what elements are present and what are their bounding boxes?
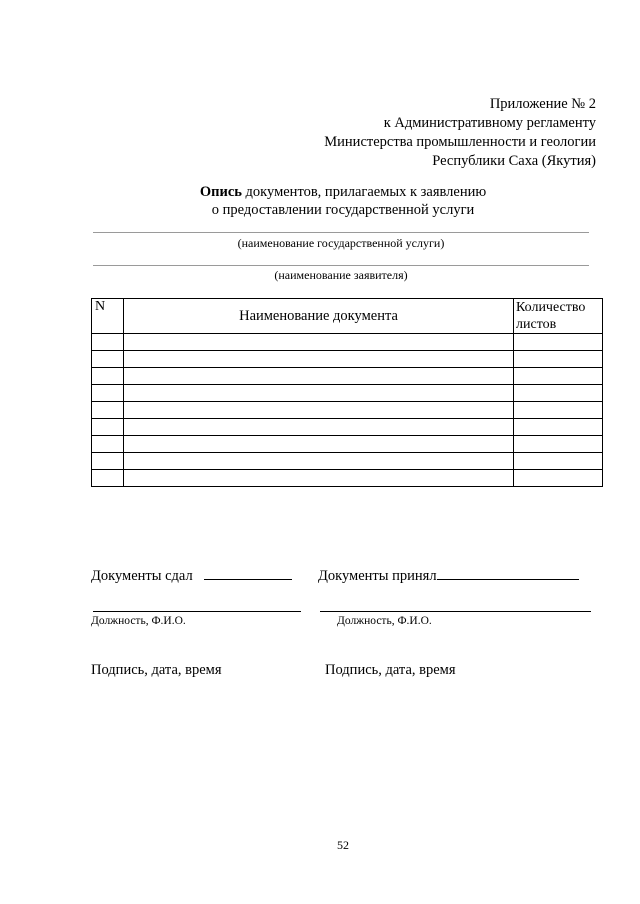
cell-document-name[interactable] [124, 385, 514, 402]
table-header-row [92, 299, 603, 334]
cell-sheet-count[interactable] [514, 470, 603, 487]
table-row [92, 368, 603, 385]
handed-over-label: Документы сдал [91, 568, 193, 584]
cell-number[interactable] [92, 470, 124, 487]
table-row [92, 419, 603, 436]
cell-sheet-count[interactable] [514, 368, 603, 385]
cell-document-name[interactable] [124, 402, 514, 419]
handed-over-blank[interactable] [204, 567, 292, 580]
cell-number[interactable] [92, 368, 124, 385]
table-row [92, 351, 603, 368]
appendix-line-ministry: Министерства промышленности и геологии [324, 134, 596, 150]
position-right-line[interactable] [320, 611, 591, 612]
header-sheet-count [514, 299, 603, 334]
header-sheet-count-line-1: Количество [516, 300, 586, 315]
table-row [92, 470, 603, 487]
title-bold-word: Опись [199, 184, 242, 200]
cell-sheet-count[interactable] [514, 453, 603, 470]
sign-right-label: Подпись, дата, время [325, 662, 456, 678]
received-label: Документы принял [318, 568, 437, 584]
cell-number[interactable] [92, 453, 124, 470]
table-row [92, 436, 603, 453]
cell-number[interactable] [92, 385, 124, 402]
applicant-name-caption: (наименование заявителя) [274, 268, 408, 282]
cell-document-name[interactable] [124, 334, 514, 351]
cell-sheet-count[interactable] [514, 419, 603, 436]
cell-sheet-count[interactable] [514, 351, 603, 368]
service-name-caption: (наименование государственной услуги) [237, 236, 445, 250]
page-number: 52 [337, 838, 349, 852]
table-row [92, 402, 603, 419]
cell-number[interactable] [92, 402, 124, 419]
header-sheet-count-line-2: листов [516, 317, 557, 332]
cell-sheet-count[interactable] [514, 402, 603, 419]
header-document-name: Наименование документа [124, 299, 514, 334]
cell-number[interactable] [92, 351, 124, 368]
title-line-2: о предоставлении государственной услуги [211, 202, 475, 218]
table-row [92, 453, 603, 470]
title-line-1-rest: документов, прилагаемых к заявлению [241, 184, 487, 200]
cell-document-name[interactable] [124, 436, 514, 453]
cell-document-name[interactable] [124, 351, 514, 368]
sign-left-label: Подпись, дата, время [91, 662, 222, 678]
cell-sheet-count[interactable] [514, 334, 603, 351]
table-row [92, 334, 603, 351]
service-name-line[interactable] [93, 232, 589, 233]
appendix-header [324, 95, 596, 171]
position-right-caption: Должность, Ф.И.О. [337, 615, 432, 627]
cell-document-name[interactable] [124, 453, 514, 470]
applicant-name-line[interactable] [93, 265, 589, 266]
cell-number[interactable] [92, 419, 124, 436]
cell-sheet-count[interactable] [514, 385, 603, 402]
table-body [92, 334, 603, 487]
documents-table [91, 298, 603, 487]
received-field [318, 567, 579, 585]
handed-over-field [91, 567, 292, 585]
cell-sheet-count[interactable] [514, 436, 603, 453]
cell-document-name[interactable] [124, 368, 514, 385]
position-left-line[interactable] [93, 611, 301, 612]
appendix-line-number: Приложение № 2 [489, 96, 596, 112]
cell-document-name[interactable] [124, 470, 514, 487]
document-title [0, 183, 640, 219]
table-row [92, 385, 603, 402]
appendix-line-regulation: к Административному регламенту [383, 115, 596, 131]
appendix-line-republic: Республики Саха (Якутия) [432, 153, 596, 169]
header-number: N [92, 299, 124, 334]
cell-number[interactable] [92, 334, 124, 351]
received-blank[interactable] [437, 567, 579, 580]
position-left-caption: Должность, Ф.И.О. [91, 615, 186, 627]
cell-number[interactable] [92, 436, 124, 453]
cell-document-name[interactable] [124, 419, 514, 436]
title-line-1 [0, 183, 640, 201]
